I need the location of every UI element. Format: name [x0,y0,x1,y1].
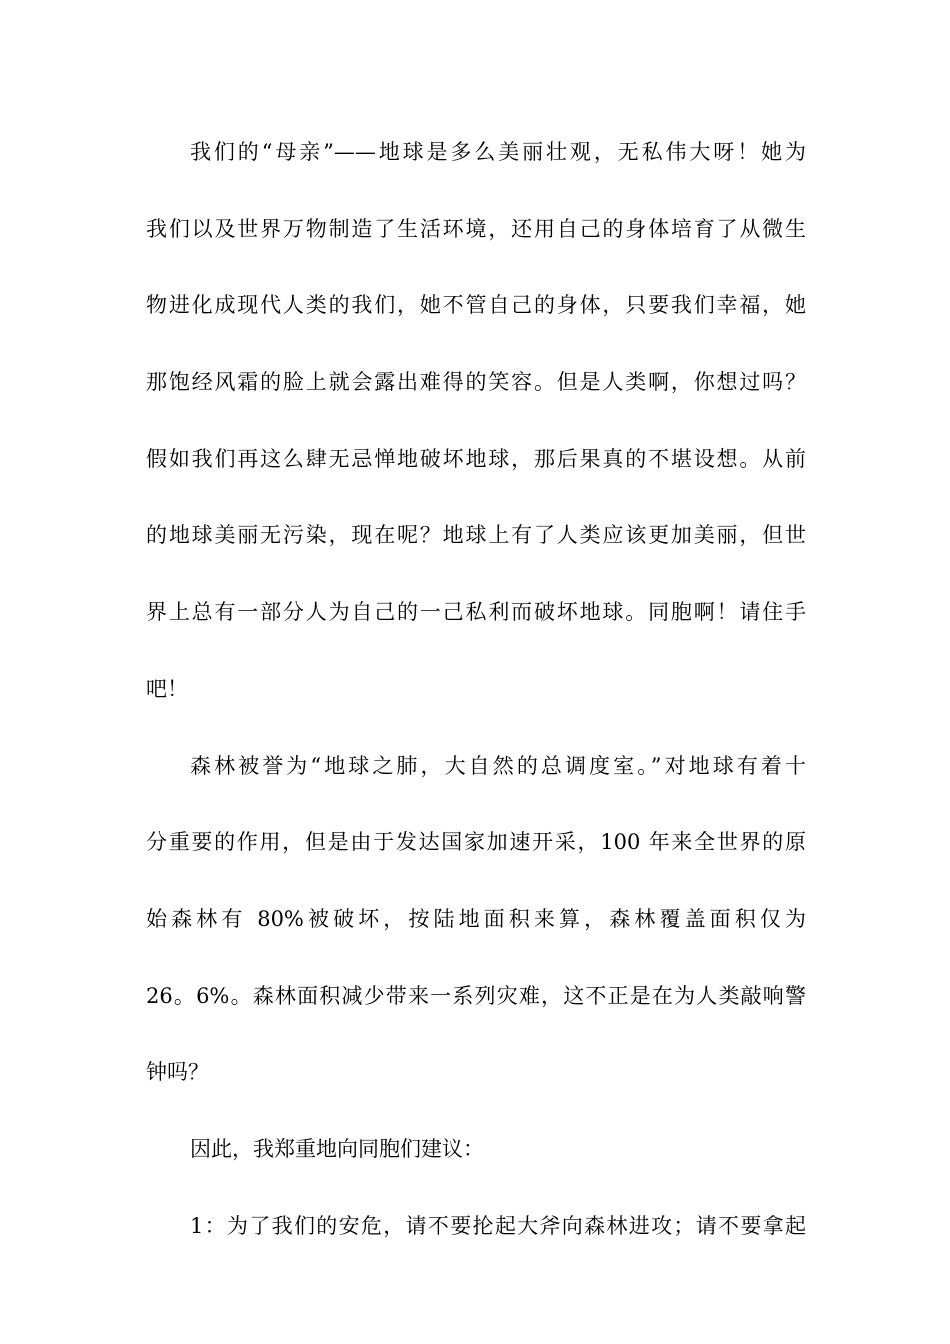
paragraph-1-line-1: 我们的“母亲”——地球是多么美丽壮观，无私伟大呀！她为 [190,140,806,164]
paragraph-1-line-3: 物进化成现代人类的我们，她不管自己的身体，只要我们幸福，她 [146,293,806,318]
paragraph-1-line-5: 假如我们再这么肆无忌惮地破坏地球，那后果真的不堪设想。从前 [146,446,806,471]
paragraph-2-line-4: 26。6%。森林面积减少带来一系列灾难，这不正是在为人类敲响警 [146,983,806,1008]
paragraph-2-line-1: 森林被誉为“地球之肺，大自然的总调度室。”对地球有着十 [190,753,806,778]
paragraph-1-line-8: 吧！ [146,676,188,701]
paragraph-2-line-2: 分重要的作用，但是由于发达国家加速开采，100 年来全世界的原 [146,830,806,855]
paragraph-1-line-2: 我们以及世界万物制造了生活环境，还用自己的身体培育了从微生 [146,216,806,241]
paragraph-1-line-7: 界上总有一部分人为自己的一己私利而破坏地球。同胞啊！请住手 [146,600,806,625]
document-body [146,128,806,1278]
paragraph-3-line-1: 因此，我郑重地向同胞们建议： [190,1136,484,1161]
paragraph-1-line-4: 那饱经风霜的脸上就会露出难得的笑容。但是人类啊，你想过吗？ [146,370,806,395]
paragraph-2-line-3: 始森林有 80%被破坏，按陆地面积来算，森林覆盖面积仅为 [146,906,806,931]
paragraph-1-line-6: 的地球美丽无污染，现在呢？地球上有了人类应该更加美丽，但世 [146,523,806,548]
paragraph-4-line-1: 1：为了我们的安危，请不要抡起大斧向森林进攻；请不要拿起 [190,1213,806,1238]
paragraph-2-line-5: 钟吗？ [146,1060,209,1085]
